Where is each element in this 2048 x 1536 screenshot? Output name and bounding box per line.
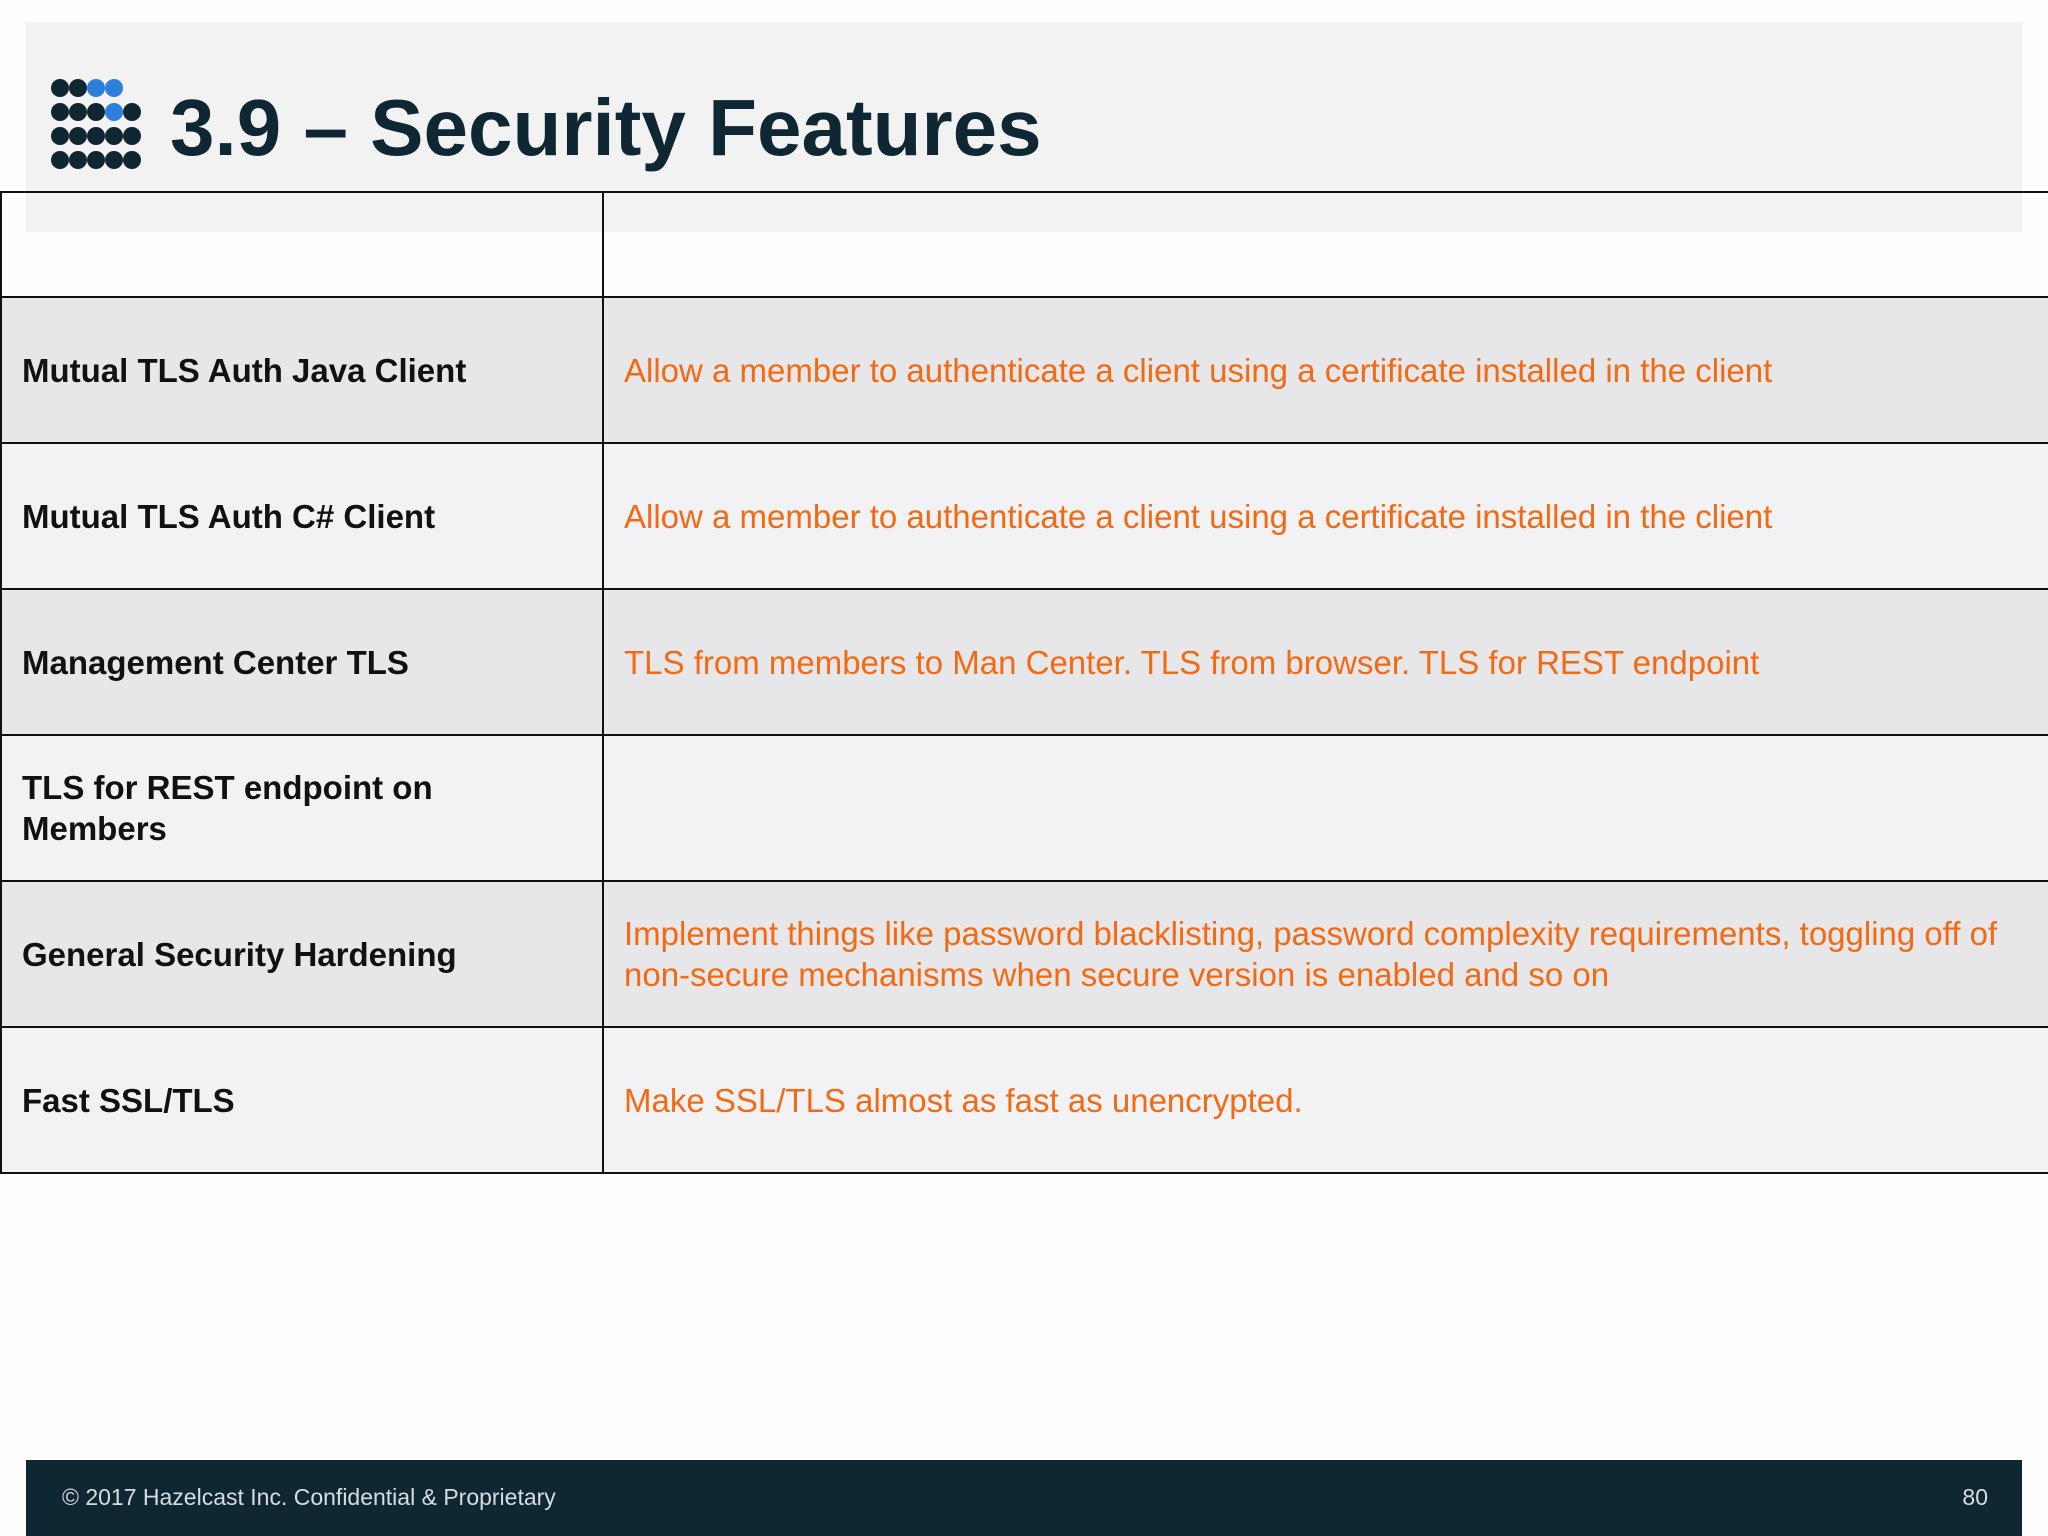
table-row — [1, 297, 2048, 443]
feature-description-cell: Make SSL/TLS almost as fast as unencrypted. — [603, 1027, 2048, 1173]
logo-dot — [123, 127, 141, 145]
feature-name-cell: TLS for REST endpoint on Members — [1, 735, 603, 881]
hazelcast-logo-icon — [50, 78, 142, 170]
logo-dot — [69, 127, 87, 145]
logo-dot — [87, 103, 105, 121]
table-header-row — [1, 192, 2048, 297]
logo-dot — [51, 103, 69, 121]
feature-description-cell: Implement things like password blacklisting, password complexity requirements, toggling off of non-secure mechanisms when secure version is enabled and so on — [603, 881, 2048, 1027]
table-row — [1, 443, 2048, 589]
logo-dot — [87, 151, 105, 169]
logo-dot — [87, 79, 105, 97]
logo-dot — [105, 79, 123, 97]
logo-dot — [69, 103, 87, 121]
footer-copyright: © 2017 Hazelcast Inc. Confidential & Proprietary — [62, 1484, 556, 1510]
feature-description-cell — [603, 735, 2048, 881]
logo-dot — [69, 151, 87, 169]
logo-dot — [51, 79, 69, 97]
logo-dot — [105, 127, 123, 145]
logo-dot — [123, 103, 141, 121]
security-features-table — [0, 191, 2048, 1174]
logo-dot — [123, 151, 141, 169]
logo-dot — [51, 151, 69, 169]
feature-name-cell: Mutual TLS Auth C# Client — [1, 443, 603, 589]
logo-dot — [69, 79, 87, 97]
table-row — [1, 589, 2048, 735]
logo-dot — [105, 103, 123, 121]
feature-description-cell: Allow a member to authenticate a client using a certificate installed in the client — [603, 297, 2048, 443]
feature-name-cell: General Security Hardening — [1, 881, 603, 1027]
table-row — [1, 735, 2048, 881]
table-row — [1, 1027, 2048, 1173]
logo-dot — [51, 127, 69, 145]
feature-name-cell: Mutual TLS Auth Java Client — [1, 297, 603, 443]
header-cell-description — [603, 192, 2048, 297]
footer-bar — [26, 1460, 2022, 1536]
feature-name-cell: Fast SSL/TLS — [1, 1027, 603, 1173]
logo-dot — [105, 151, 123, 169]
feature-name-cell: Management Center TLS — [1, 589, 603, 735]
feature-description-cell: TLS from members to Man Center. TLS from browser. TLS for REST endpoint — [603, 589, 2048, 735]
page-number: 80 — [1962, 1484, 1988, 1510]
slide-title: 3.9 – Security Features — [170, 83, 1042, 172]
feature-description-cell: Allow a member to authenticate a client using a certificate installed in the client — [603, 443, 2048, 589]
logo-dot — [87, 127, 105, 145]
header-cell-feature — [1, 192, 603, 297]
table-row — [1, 881, 2048, 1027]
